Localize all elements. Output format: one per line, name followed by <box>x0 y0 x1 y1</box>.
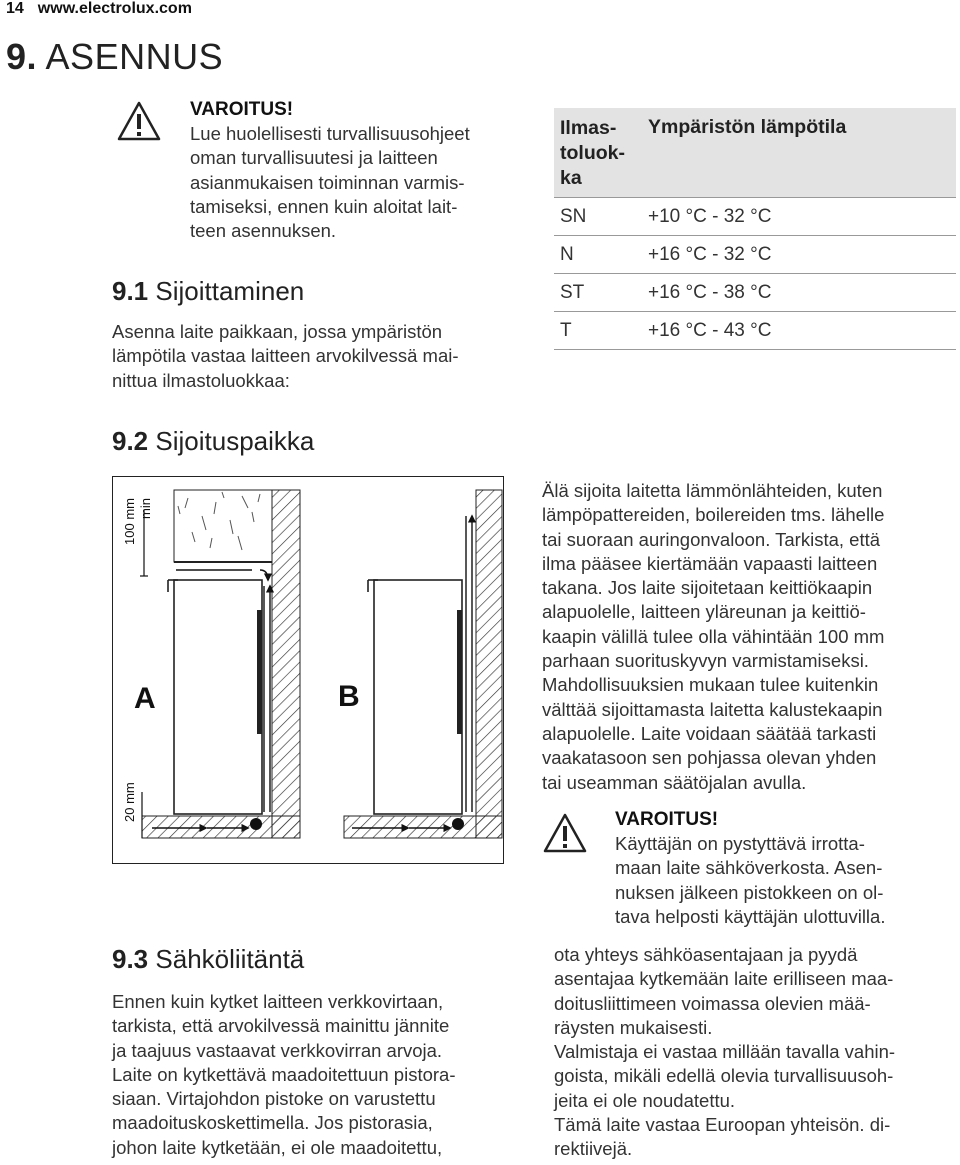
warning-title: VAROITUS! <box>615 809 719 830</box>
table-row <box>554 274 956 312</box>
table-cell-class: SN <box>554 198 648 236</box>
warning-block-2 <box>615 808 945 929</box>
text-line: tarkista, että arvokilvessä mainittu jännite <box>112 1015 450 1037</box>
section-heading-9 <box>6 36 223 78</box>
text-line: lämpöpattereiden, boilereiden tms. lähelle <box>542 504 885 526</box>
warning-title: VAROITUS! <box>190 99 294 120</box>
table-cell-class: T <box>554 312 648 350</box>
installation-diagram <box>112 476 504 864</box>
climate-class-table <box>554 108 956 350</box>
text-line: doitusliittimeen voimassa olevien mää- <box>554 992 871 1014</box>
warning-line: oman turvallisuutesi ja laitteen <box>190 147 438 169</box>
text-line: Laite on kytkettävä maadoitettuun pistora- <box>112 1063 456 1085</box>
page-header <box>6 0 192 18</box>
diagram-a <box>122 490 300 838</box>
continued-text <box>554 943 958 1162</box>
section-9-2-text <box>542 479 956 795</box>
table-cell-temperature: +10 °C - 32 °C <box>648 198 956 236</box>
section-title: ASENNUS <box>45 36 224 77</box>
warning-line: maan laite sähköverkosta. Asen- <box>615 857 883 879</box>
text-line: alapuolelle, laitteen yläreunan ja keittiö- <box>542 601 866 623</box>
text-line: maadoituskoskettimella. Jos pistorasia, <box>112 1112 433 1134</box>
diagram-label-a: A <box>134 682 156 715</box>
dimension-label-top-min: min <box>138 498 153 519</box>
text-line: rektiivejä. <box>554 1138 633 1160</box>
text-line: tai useamman säätöjalan avulla. <box>542 771 807 793</box>
text-line: Valmistaja ei vastaa millään tavalla vahin- <box>554 1041 896 1063</box>
section-heading-9-2 <box>112 426 314 457</box>
section-number: 9.2 <box>112 426 149 456</box>
text-line: takana. Jos laite sijoitetaan keittiökaapin <box>542 577 873 599</box>
diagram-label-b: B <box>338 680 360 713</box>
table-row <box>554 236 956 274</box>
table-cell-temperature: +16 °C - 32 °C <box>648 236 956 274</box>
text-line: räysten mukaisesti. <box>554 1016 713 1038</box>
table-row <box>554 312 956 350</box>
table-header-cell-temperature: Ympäristön lämpötila <box>648 108 956 198</box>
section-heading-9-1 <box>112 276 304 307</box>
warning-block-1 <box>190 98 520 243</box>
section-number: 9.1 <box>112 276 149 306</box>
diagram-b <box>338 490 502 838</box>
section-9-1-text <box>112 320 522 393</box>
text-line: alapuolelle. Laite voidaan säätää tarkasti <box>542 722 877 744</box>
text-line: goista, mikäli edellä olevia turvallisuusoh- <box>554 1065 894 1087</box>
table-header-row <box>554 108 956 198</box>
warning-triangle-icon <box>542 812 588 854</box>
dimension-label-bottom: 20 mm <box>122 782 137 822</box>
table-cell-temperature: +16 °C - 38 °C <box>648 274 956 312</box>
table-header-cell-class: Ilmas- toluok- ka <box>554 108 648 198</box>
warning-line: nuksen jälkeen pistokkeen on ol- <box>615 881 884 903</box>
text-line: Mahdollisuuksien mukaan tulee kuitenkin <box>542 674 879 696</box>
warning-triangle-icon <box>116 100 162 142</box>
text-line: nittua ilmastoluokkaa: <box>112 369 290 391</box>
site-url: www.electrolux.com <box>37 0 192 17</box>
text-line: lämpötila vastaa laitteen arvokilvessä mai- <box>112 345 459 367</box>
section-title: Sijoituspaikka <box>155 426 315 456</box>
section-9-3-text <box>112 990 532 1160</box>
text-line: jeita ei ole noudatettu. <box>554 1089 736 1111</box>
table-cell-temperature: +16 °C - 43 °C <box>648 312 956 350</box>
text-line: Ennen kuin kytket laitteen verkkovirtaan, <box>112 991 444 1012</box>
text-line: vaakatasoon sen pohjassa olevan yhden <box>542 747 877 769</box>
warning-line: Lue huolellisesti turvallisuusohjeet <box>190 123 470 144</box>
text-line: asentajaa kytkemään laite erilliseen maa- <box>554 968 894 990</box>
warning-line: asianmukaisen toiminnan varmis- <box>190 171 465 193</box>
text-line: Asenna laite paikkaan, jossa ympäristön <box>112 321 443 342</box>
table-row <box>554 198 956 236</box>
section-number: 9. <box>6 36 38 77</box>
text-line: ota yhteys sähköasentajaan ja pyydä <box>554 944 858 965</box>
section-number: 9.3 <box>112 944 149 974</box>
text-line: Älä sijoita laitetta lämmönlähteiden, kuten <box>542 480 883 501</box>
text-line: välttää sijoittamasta laitetta kalustekaapin <box>542 698 883 720</box>
warning-line: Käyttäjän on pystyttävä irrotta- <box>615 833 865 854</box>
text-line: Tämä laite vastaa Euroopan yhteisön. di- <box>554 1114 891 1136</box>
text-line: siaan. Virtajohdon pistoke on varustettu <box>112 1088 436 1110</box>
warning-line: tamiseksi, ennen kuin aloitat lait- <box>190 195 458 217</box>
text-line: kaapin välillä tulee olla vähintään 100 mm <box>542 625 885 647</box>
text-line: ilma pääsee kiertämään vapaasti laitteen <box>542 552 878 574</box>
warning-line: tava helposti käyttäjän ulottuvilla. <box>615 905 886 927</box>
text-line: ja taajuus vastaavat verkkovirran arvoja. <box>112 1039 443 1061</box>
section-title: Sijoittaminen <box>155 276 305 306</box>
text-line: johon laite kytketään, ei ole maadoitettu, <box>112 1136 443 1158</box>
section-title: Sähköliitäntä <box>155 944 305 974</box>
section-heading-9-3 <box>112 944 304 975</box>
table-cell-class: ST <box>554 274 648 312</box>
dimension-label-top: 100 mm <box>122 498 137 545</box>
page-number: 14 <box>6 0 24 17</box>
text-line: tai suoraan auringonvaloon. Tarkista, että <box>542 528 881 550</box>
warning-line: teen asennuksen. <box>190 220 337 242</box>
table-cell-class: N <box>554 236 648 274</box>
text-line: parhaan suorituskyvyn varmistamiseksi. <box>542 650 869 672</box>
